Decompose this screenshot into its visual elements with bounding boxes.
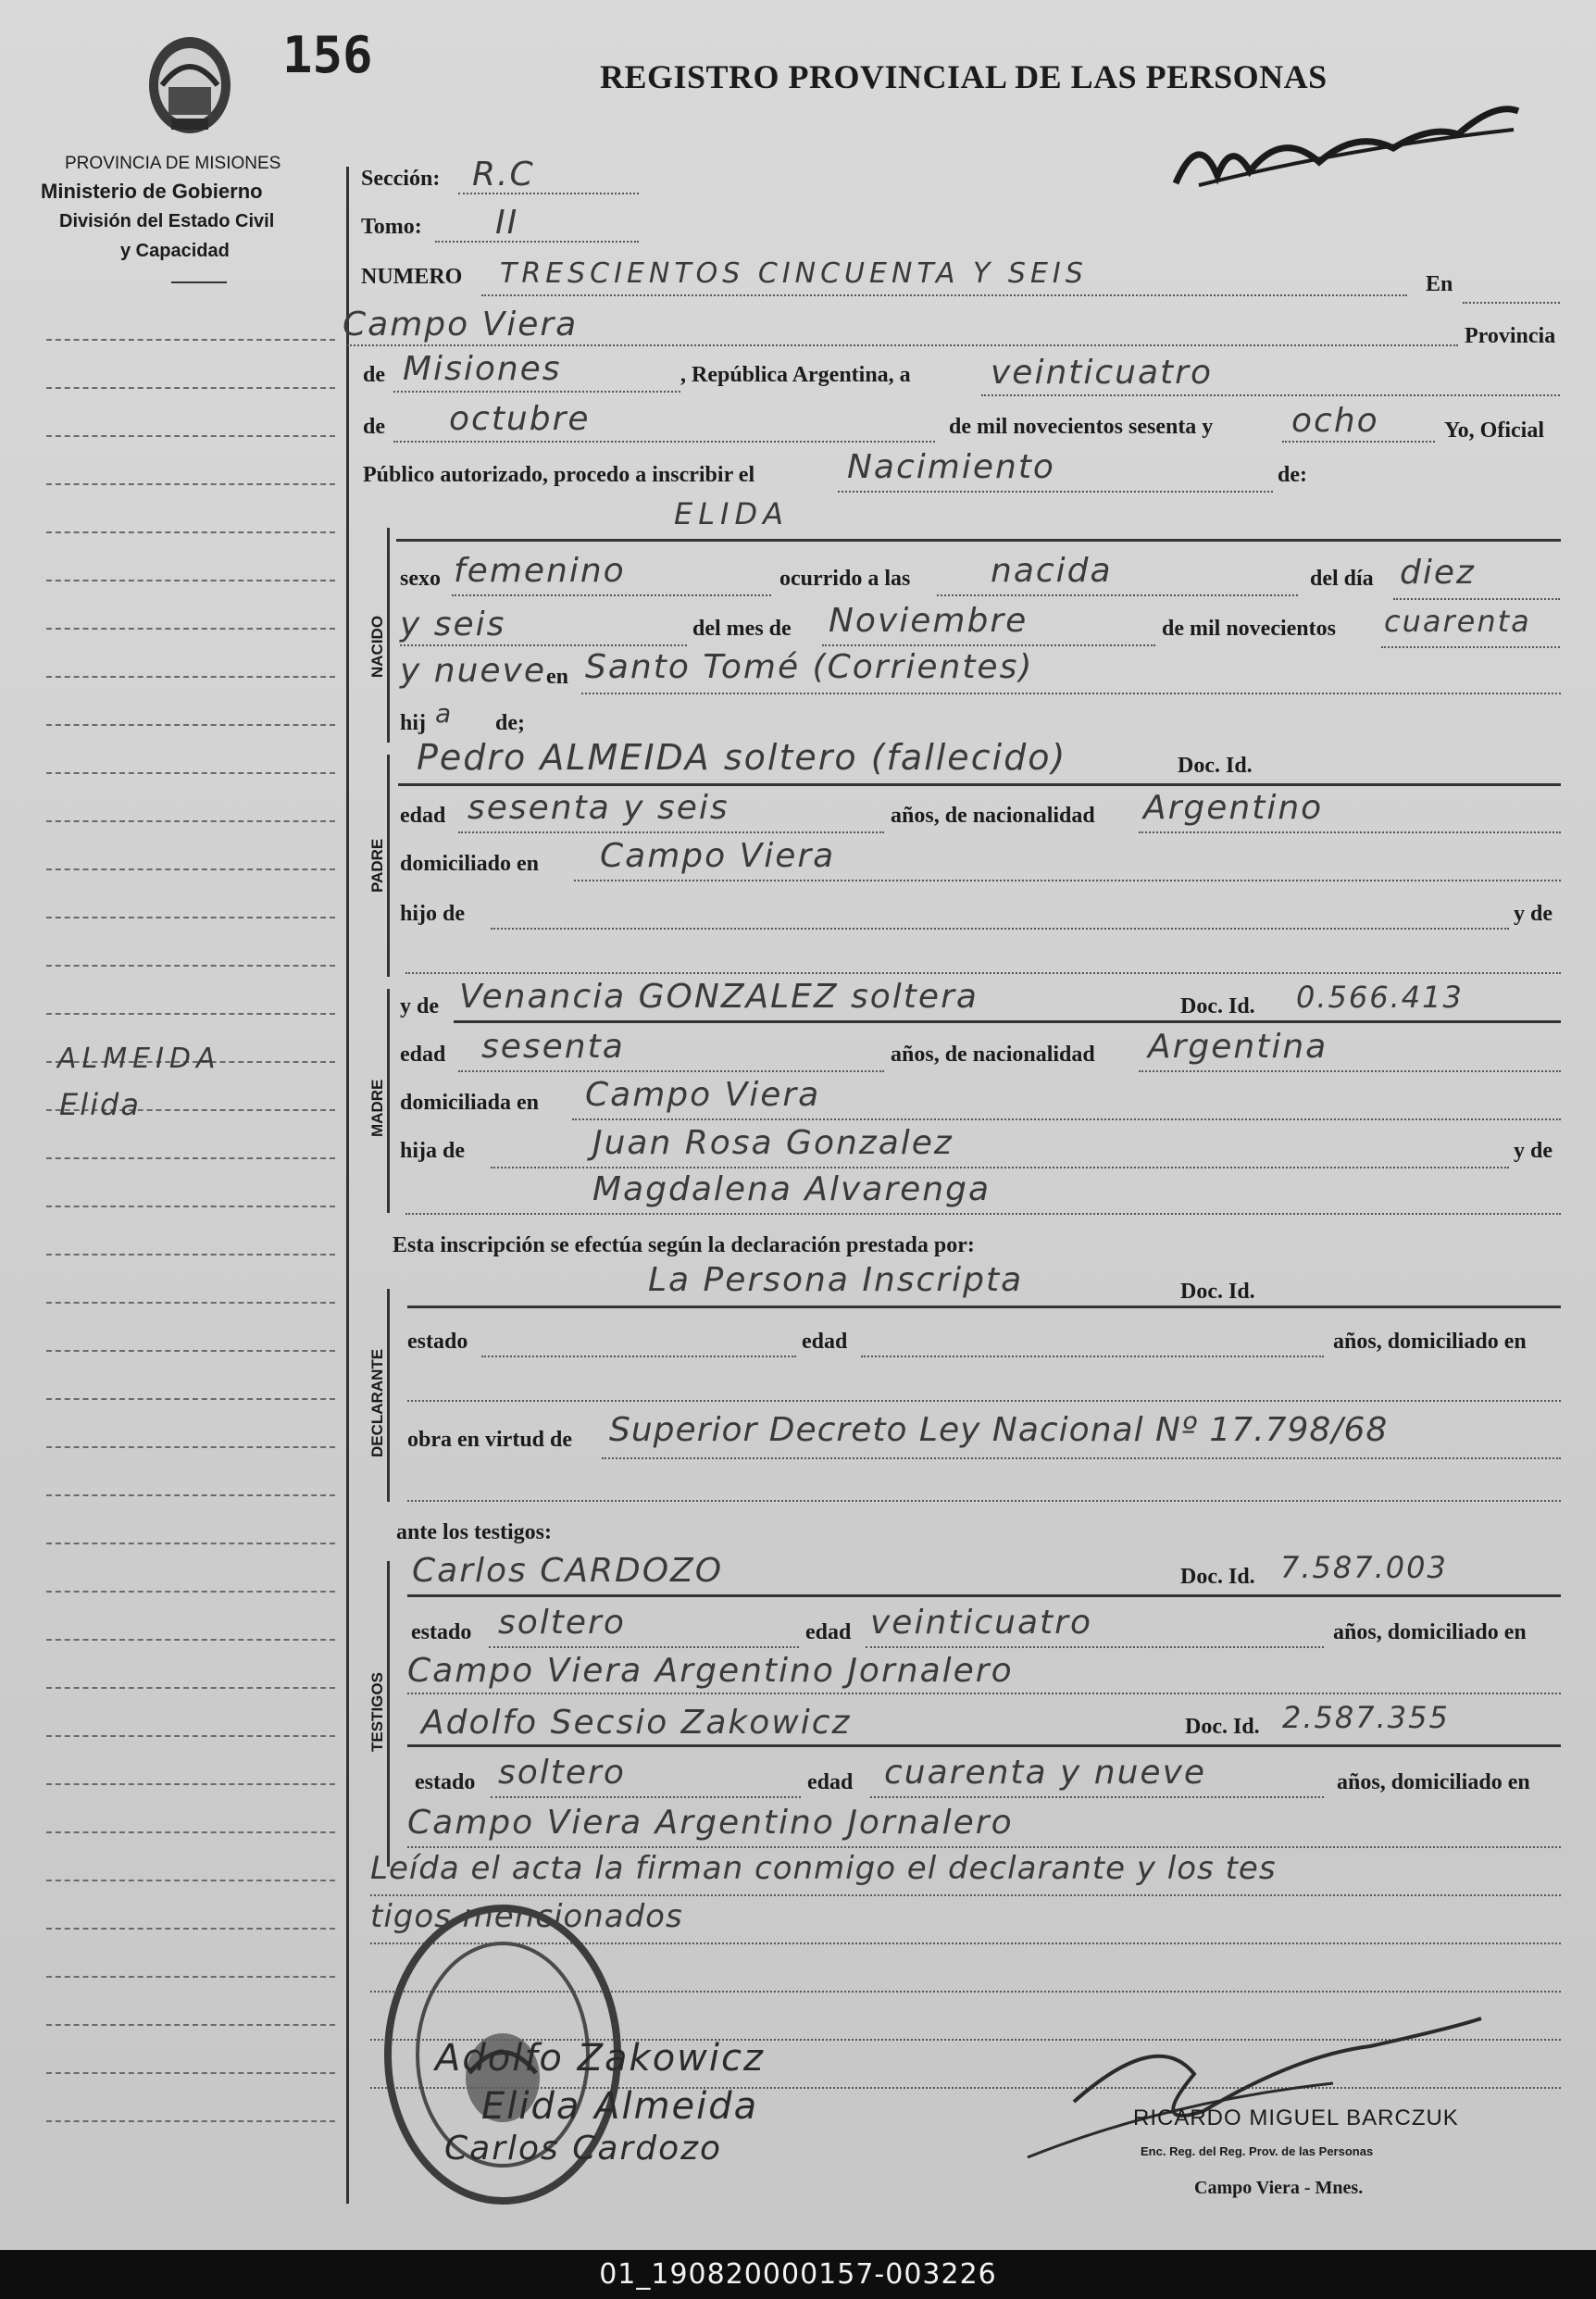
province-line-4: y Capacidad <box>120 241 230 261</box>
province-value: Misiones <box>403 350 562 388</box>
madre-domicilio-label: domiciliada en <box>400 1091 540 1115</box>
official-signature-scrawl <box>1018 2000 1500 2167</box>
signature-3: Carlos Cardozo <box>444 2130 723 2168</box>
padre-domicilio-label: domiciliado en <box>400 852 540 876</box>
padre-section-label: PADRE <box>368 838 386 893</box>
madre-edad-value: sesenta <box>481 1028 625 1066</box>
mes-label: del mes de <box>692 617 792 641</box>
declarante-obra-label: obra en virtud de <box>407 1428 573 1452</box>
province-line-1: PROVINCIA DE MISIONES <box>65 154 281 173</box>
dia-value-2: y seis <box>400 606 506 643</box>
madre-padre-value: Juan Rosa Gonzalez <box>592 1124 954 1162</box>
hij-label: hij <box>400 711 427 735</box>
page-number: 156 <box>282 26 373 84</box>
publico-label: Público autorizado, procedo a inscribir el <box>363 463 755 487</box>
declarante-bracket <box>387 1289 390 1502</box>
de-colon-label: de: <box>1278 463 1307 487</box>
testigo-1-edad-label: edad <box>805 1620 852 1644</box>
mes-value: Noviembre <box>829 602 1029 640</box>
tomo-value: II <box>495 204 519 242</box>
margin-surname: ALMEIDA <box>57 1043 221 1075</box>
dia-label: del día <box>1310 567 1374 591</box>
year-label: de mil novecientos sesenta y <box>949 415 1214 439</box>
declarante-anios-label: años, domiciliado en <box>1333 1330 1527 1354</box>
testigo-2-edad-label: edad <box>807 1770 854 1794</box>
madre-section-label: MADRE <box>368 1079 386 1137</box>
madre-doc-label: Doc. Id. <box>1180 994 1255 1018</box>
testigo-1-doc-label: Doc. Id. <box>1180 1565 1255 1589</box>
hij-de-label: de; <box>495 711 525 735</box>
madre-y-de-label: y de <box>400 994 439 1018</box>
oficial-label: Yo, Oficial <box>1444 419 1544 443</box>
testigo-1-anios-label: años, domiciliado en <box>1333 1620 1527 1644</box>
declarante-obra-value: Superior Decreto Ley Nacional Nº 17.798/68 <box>609 1411 1389 1449</box>
declarante-doc-label: Doc. Id. <box>1180 1280 1255 1304</box>
tomo-label: Tomo: <box>361 215 422 239</box>
province-underline <box>171 281 227 283</box>
year-value: ocho <box>1291 402 1379 440</box>
declarante-edad-label: edad <box>802 1330 848 1354</box>
signature-2: Elida Almeida <box>481 2085 759 2128</box>
declarante-name: La Persona Inscripta <box>648 1261 1024 1299</box>
madre-name: Venancia GONZALEZ soltera <box>459 978 979 1016</box>
anio-value-2: y nueve <box>400 652 546 690</box>
de-label-2: de <box>363 415 385 439</box>
madre-bracket <box>387 989 390 1213</box>
padre-edad-value: sesenta y seis <box>468 789 729 827</box>
margin-given-name: Elida <box>59 1087 141 1122</box>
image-id-bar <box>0 2250 1596 2299</box>
declarante-estado-label: estado <box>407 1330 468 1354</box>
numero-value: TRESCIENTOS CINCUENTA Y SEIS <box>500 257 1088 290</box>
declarante-section-label: DECLARANTE <box>368 1348 386 1457</box>
padre-bracket <box>387 755 390 977</box>
header-signature <box>1162 74 1532 204</box>
en-label: En <box>1426 272 1453 296</box>
hora-value: nacida <box>991 552 1113 590</box>
testigo-2-doc-label: Doc. Id. <box>1185 1715 1260 1739</box>
ocurrido-label: ocurrido a las <box>779 567 911 591</box>
act-value: Nacimiento <box>847 448 1055 486</box>
coat-of-arms-emblem <box>139 30 241 139</box>
testigos-intro: ante los testigos: <box>396 1520 552 1544</box>
nacido-section-label: NACIDO <box>368 615 386 678</box>
madre-y-de2-label: y de <box>1514 1139 1552 1163</box>
madre-anios-label: años, de nacionalidad <box>891 1043 1095 1067</box>
sexo-value: femenino <box>454 552 626 590</box>
testigo-1-estado-value: soltero <box>498 1604 626 1642</box>
testigo-2-name: Adolfo Secsio Zakowicz <box>421 1704 852 1742</box>
closing-line-1: Leída el acta la firman conmigo el declarante y los tes <box>370 1850 1277 1887</box>
madre-edad-label: edad <box>400 1043 446 1067</box>
de-label-1: de <box>363 363 385 387</box>
official-title: Enc. Reg. del Reg. Prov. de las Personas <box>1141 2144 1374 2158</box>
nacido-bracket <box>387 528 390 743</box>
margin-divider <box>346 167 349 2204</box>
anio-label: de mil novecientos <box>1162 617 1336 641</box>
dia-value-1: diez <box>1400 554 1476 592</box>
province-line-2: Ministerio de Gobierno <box>41 180 263 203</box>
official-place: Campo Viera - Mnes. <box>1194 2178 1364 2198</box>
padre-doc-label: Doc. Id. <box>1178 754 1253 778</box>
padre-name: Pedro ALMEIDA soltero (fallecido) <box>417 737 1067 778</box>
padre-hijo-label: hijo de <box>400 902 466 926</box>
declarante-intro: Esta inscripción se efectúa según la declaración prestada por: <box>393 1233 975 1257</box>
closing-line-2: tigos mencionados <box>370 1898 683 1935</box>
place-value: Campo Viera <box>343 306 579 344</box>
testigo-2-anios-label: años, domiciliado en <box>1337 1770 1530 1794</box>
seccion-label: Sección: <box>361 167 441 191</box>
madre-domicilio-value: Campo Viera <box>585 1076 821 1114</box>
republica-label: , República Argentina, a <box>680 363 911 387</box>
madre-nacionalidad-value: Argentina <box>1148 1028 1328 1066</box>
province-line-3: División del Estado Civil <box>59 211 275 231</box>
padre-domicilio-value: Campo Viera <box>600 837 836 875</box>
numero-label: NUMERO <box>361 265 463 289</box>
testigo-1-domicilio: Campo Viera Argentino Jornalero <box>407 1652 1014 1690</box>
padre-edad-label: edad <box>400 804 446 828</box>
month-value: octubre <box>449 400 591 438</box>
registry-title: REGISTRO PROVINCIAL DE LAS PERSONAS <box>600 58 1328 95</box>
testigo-2-estado-value: soltero <box>498 1754 626 1792</box>
testigo-2-estado-label: estado <box>415 1770 476 1794</box>
hij-value: a <box>435 698 454 729</box>
lugar-value: Santo Tomé (Corrientes) <box>585 648 1034 686</box>
testigo-2-doc-value: 2.587.355 <box>1282 1700 1450 1735</box>
sexo-label: sexo <box>400 567 441 591</box>
anio-value-1: cuarenta <box>1384 604 1531 639</box>
signature-1: Adolfo Zakowicz <box>435 2037 765 2080</box>
day-value: veinticuatro <box>991 354 1213 392</box>
madre-madre-value: Magdalena Alvarenga <box>592 1170 991 1208</box>
image-id-label: 01_190820000157-003226 <box>599 2258 997 2291</box>
testigo-1-doc-value: 7.587.003 <box>1280 1550 1448 1585</box>
padre-y-de-label: y de <box>1514 902 1552 926</box>
testigos-bracket <box>387 1561 390 1867</box>
testigo-2-domicilio: Campo Viera Argentino Jornalero <box>407 1804 1014 1842</box>
padre-anios-label: años, de nacionalidad <box>891 804 1095 828</box>
nacido-en-label: en <box>546 665 568 689</box>
testigos-section-label: TESTIGOS <box>368 1672 386 1752</box>
provincia-label: Provincia <box>1465 324 1556 348</box>
nacido-name: ELIDA <box>674 496 790 531</box>
official-name: RICARDO MIGUEL BARCZUK <box>1133 2105 1459 2130</box>
testigo-2-edad-value: cuarenta y nueve <box>884 1754 1207 1792</box>
seccion-value: R.C <box>472 156 535 194</box>
testigo-1-estado-label: estado <box>411 1620 472 1644</box>
madre-hija-label: hija de <box>400 1139 466 1163</box>
madre-doc-value: 0.566.413 <box>1296 980 1464 1015</box>
testigo-1-edad-value: veinticuatro <box>870 1604 1092 1642</box>
testigo-1-name: Carlos CARDOZO <box>412 1552 724 1590</box>
padre-nacionalidad-value: Argentino <box>1143 789 1324 827</box>
